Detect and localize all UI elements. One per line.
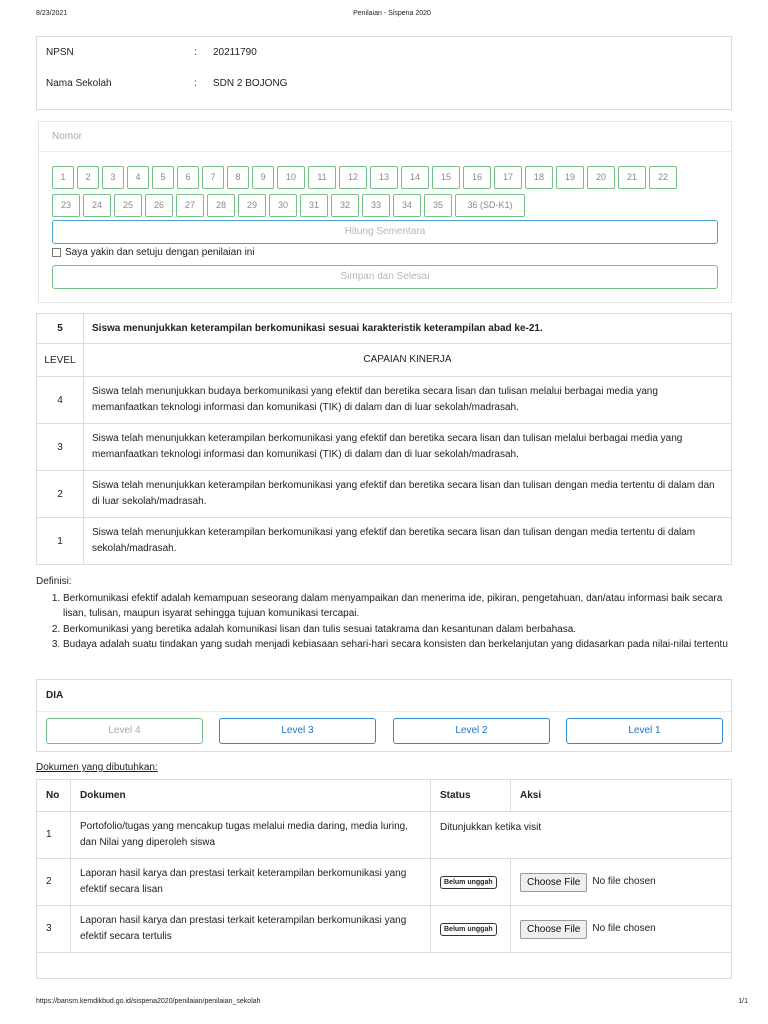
level-description: Siswa telah menunjukkan keterampilan berkomunikasi yang efektif dan beretika secara lisan dan tulisan dengan media tertentu di dalam dan di luar sekolah/madrasah. xyxy=(84,471,732,518)
hitung-sementara-button[interactable]: Hitung Sementara xyxy=(52,220,718,244)
agree-checkbox[interactable] xyxy=(52,248,61,257)
level-2-button[interactable]: Level 2 xyxy=(393,718,550,744)
level-row xyxy=(37,471,732,518)
level-4-button[interactable]: Level 4 xyxy=(46,718,203,744)
nomor-button[interactable]: 36 (SD-K1) xyxy=(455,194,525,217)
nomor-button[interactable]: 19 xyxy=(556,166,584,189)
nomor-button[interactable]: 13 xyxy=(370,166,398,189)
nomor-button[interactable]: 24 xyxy=(83,194,111,217)
nomor-button[interactable]: 11 xyxy=(308,166,336,189)
npsn-label: NPSN xyxy=(46,47,74,58)
nomor-button[interactable]: 33 xyxy=(362,194,390,217)
nomor-button[interactable]: 26 xyxy=(145,194,173,217)
nomor-button[interactable]: 5 xyxy=(152,166,174,189)
nomor-button[interactable]: 14 xyxy=(401,166,429,189)
definisi-item: 1. Berkomunikasi efektif adalah kemampuan seseorang dalam menyampaikan dan menerima ide, pikiran, pengetahuan, dan/atau informasi baik secara lisan, tulisan, maupun isyarat sehingga tujuan komunikasi tercapai. xyxy=(63,591,732,622)
nomor-panel xyxy=(38,121,732,303)
level-row xyxy=(37,424,732,471)
dia-header xyxy=(37,680,731,712)
level-3-button[interactable]: Level 3 xyxy=(219,718,376,744)
nomor-button[interactable]: 17 xyxy=(494,166,522,189)
dia-card xyxy=(36,679,732,752)
nomor-button[interactable]: 20 xyxy=(587,166,615,189)
nomor-button[interactable]: 6 xyxy=(177,166,199,189)
school-name-row xyxy=(46,78,726,92)
print-date: 8/23/2021 xyxy=(36,10,68,17)
doc-status-cell xyxy=(431,906,511,953)
status-badge: Belum unggah xyxy=(440,923,497,936)
definisi-title: Definisi: xyxy=(36,576,72,587)
documents-table xyxy=(36,779,732,979)
print-title: Penilaian - Sispena 2020 xyxy=(353,10,431,17)
doc-name: Laporan hasil karya dan prestasi terkait keterampilan berkomunikasi yang efektif secara tertulis xyxy=(71,906,431,953)
indicator-number: 5 xyxy=(37,314,84,344)
nomor-button[interactable]: 18 xyxy=(525,166,553,189)
level-header-row xyxy=(37,344,732,377)
col-aksi-header: Aksi xyxy=(511,780,732,812)
nomor-button[interactable]: 2 xyxy=(77,166,99,189)
col-dokumen-header: Dokumen xyxy=(71,780,431,812)
npsn-colon: : xyxy=(194,47,197,58)
nomor-button[interactable]: 10 xyxy=(277,166,305,189)
file-status-text: No file chosen xyxy=(592,876,656,887)
school-info-card xyxy=(36,36,732,110)
nomor-header xyxy=(39,122,731,152)
print-footer xyxy=(36,998,748,1010)
print-url: https://bansm.kemdikbud.go.id/sispena2020/penilaian/penilaian_sekolah xyxy=(36,998,261,1005)
nomor-button[interactable]: 8 xyxy=(227,166,249,189)
simpan-selesai-button[interactable]: Simpan dan Selesai xyxy=(52,265,718,289)
level-number: 4 xyxy=(37,377,84,424)
school-name-label: Nama Sekolah xyxy=(46,78,112,89)
table-row xyxy=(37,859,732,906)
definisi-item: 3. Budaya adalah suatu tindakan yang sudah menjadi kebiasaan sehari-hari secara konsisten dan berkelanjutan yang didasarkan pada nilai-nilai tertentu xyxy=(63,637,732,653)
doc-no: 1 xyxy=(37,812,71,859)
npsn-value: 20211790 xyxy=(213,47,257,58)
level-row xyxy=(37,377,732,424)
indicator-text: Siswa menunjukkan keterampilan berkomunikasi sesuai karakteristik keterampilan abad ke-21. xyxy=(84,314,732,344)
file-input[interactable] xyxy=(520,873,722,892)
nomor-button[interactable]: 32 xyxy=(331,194,359,217)
nomor-button[interactable]: 21 xyxy=(618,166,646,189)
nomor-button[interactable]: 4 xyxy=(127,166,149,189)
doc-no: 2 xyxy=(37,859,71,906)
nomor-button[interactable]: 23 xyxy=(52,194,80,217)
level-number: 3 xyxy=(37,424,84,471)
nomor-button[interactable]: 34 xyxy=(393,194,421,217)
file-input[interactable] xyxy=(520,920,722,939)
level-description: Siswa telah menunjukkan keterampilan berkomunikasi yang efektif dan beretika secara lisan dan tulisan melalui berbagai media yang memanfaatkan teknologi informasi dan komunikasi (TIK) di dalam dan di luar sekolah/madrasah. xyxy=(84,424,732,471)
nomor-button[interactable]: 15 xyxy=(432,166,460,189)
nomor-button[interactable]: 30 xyxy=(269,194,297,217)
empty-cell xyxy=(37,953,732,979)
nomor-button[interactable]: 22 xyxy=(649,166,677,189)
number-row-1 xyxy=(52,166,677,189)
nomor-button[interactable]: 1 xyxy=(52,166,74,189)
definisi-list xyxy=(36,591,732,653)
level-description: Siswa telah menunjukkan keterampilan berkomunikasi yang efektif dan beretika secara lisan dan tulisan dengan media tertentu di dalam sekolah/madrasah. xyxy=(84,518,732,565)
school-name-colon: : xyxy=(194,78,197,89)
level-number: 1 xyxy=(37,518,84,565)
number-row-2 xyxy=(52,194,525,217)
nomor-button[interactable]: 9 xyxy=(252,166,274,189)
col-status-header: Status xyxy=(431,780,511,812)
agree-label: Saya yakin dan setuju dengan penilaian ini xyxy=(65,247,255,258)
nomor-button[interactable]: 35 xyxy=(424,194,452,217)
nomor-button[interactable]: 31 xyxy=(300,194,328,217)
table-row xyxy=(37,812,732,859)
doc-action-cell xyxy=(511,906,732,953)
col-no-header: No xyxy=(37,780,71,812)
nomor-button[interactable]: 7 xyxy=(202,166,224,189)
nomor-button[interactable]: 25 xyxy=(114,194,142,217)
choose-file-button[interactable]: Choose File xyxy=(520,920,587,939)
choose-file-button[interactable]: Choose File xyxy=(520,873,587,892)
nomor-button[interactable]: 29 xyxy=(238,194,266,217)
nomor-button[interactable]: 27 xyxy=(176,194,204,217)
doc-status-cell xyxy=(431,859,511,906)
capaian-kinerja-table xyxy=(36,313,732,565)
capaian-header: CAPAIAN KINERJA xyxy=(84,344,732,377)
doc-name: Laporan hasil karya dan prestasi terkait keterampilan berkomunikasi yang efektif secara lisan xyxy=(71,859,431,906)
doc-no: 3 xyxy=(37,906,71,953)
definisi-item: 2. Berkomunikasi yang beretika adalah komunikasi lisan dan tulis sesuai tatakrama dan kesantunan dalam berbahasa. xyxy=(63,622,732,638)
level-row xyxy=(37,518,732,565)
documents-header-row xyxy=(37,780,732,812)
indicator-row xyxy=(37,314,732,344)
nomor-button[interactable]: 28 xyxy=(207,194,235,217)
doc-status-text: Ditunjukkan ketika visit xyxy=(431,812,732,859)
nomor-button[interactable]: 16 xyxy=(463,166,491,189)
agree-row xyxy=(52,247,255,258)
definisi-section xyxy=(36,574,732,653)
print-page: 1/1 xyxy=(738,998,748,1005)
level-1-button[interactable]: Level 1 xyxy=(566,718,723,744)
print-header xyxy=(36,10,748,22)
empty-row xyxy=(37,953,732,979)
table-row xyxy=(37,906,732,953)
dia-title: DIA xyxy=(46,690,64,701)
nomor-title: Nomor xyxy=(52,131,83,142)
school-name-value: SDN 2 BOJONG xyxy=(213,78,288,89)
nomor-button[interactable]: 12 xyxy=(339,166,367,189)
level-header: LEVEL xyxy=(37,344,84,377)
file-status-text: No file chosen xyxy=(592,923,656,934)
level-number: 2 xyxy=(37,471,84,518)
nomor-button[interactable]: 3 xyxy=(102,166,124,189)
doc-action-cell xyxy=(511,859,732,906)
doc-name: Portofolio/tugas yang mencakup tugas melalui media daring, media luring, dan Nilai yang diperoleh siswa xyxy=(71,812,431,859)
npsn-row xyxy=(46,47,726,61)
status-badge: Belum unggah xyxy=(440,876,497,889)
level-description: Siswa telah menunjukkan budaya berkomunikasi yang efektif dan beretika secara lisan dan tulisan melalui berbagai media yang memanfaatkan teknologi informasi dan komunikasi (TIK) di dalam dan di luar sekolah/madrasah. xyxy=(84,377,732,424)
dokumen-title: Dokumen yang dibutuhkan: xyxy=(36,762,158,773)
